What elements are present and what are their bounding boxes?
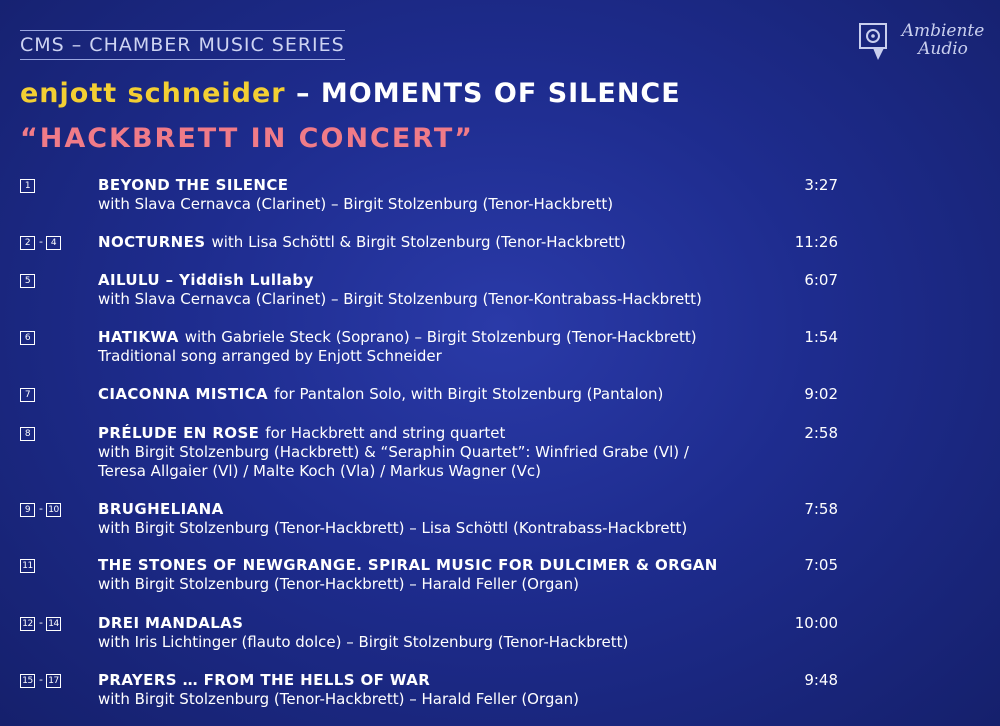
track-duration: 10:00: [794, 614, 838, 632]
logo-text: [892, 22, 994, 58]
track-number-box: 6: [20, 331, 35, 345]
track-title-line: [98, 233, 778, 252]
track-credit-line: with Birgit Stolzenburg (Tenor-Hackbrett) – Lisa Schöttl (Kontrabass-Hackbrett): [98, 519, 688, 537]
track-duration: 1:54: [804, 328, 838, 346]
track-title-line: [98, 176, 778, 195]
track-duration: 9:48: [804, 671, 838, 689]
logo-line-2: Audio: [918, 39, 968, 59]
track-performers: with Gabriele Steck (Soprano) – Birgit Stolzenburg (Tenor-Hackbrett): [184, 328, 697, 346]
track-details: [98, 271, 778, 309]
track-title: BRUGHELIANA: [98, 500, 224, 518]
title-dash: –: [296, 78, 311, 109]
track-credit-line: with Birgit Stolzenburg (Tenor-Hackbrett) – Harald Feller (Organ): [98, 690, 579, 708]
track-credit-line: Teresa Allgaier (Vl) / Malte Koch (Vla) / Markus Wagner (Vc): [98, 462, 542, 480]
track-title: NOCTURNES: [98, 233, 206, 251]
track-number: [20, 235, 62, 250]
track-duration: 7:05: [804, 556, 838, 574]
track-title-line: [98, 556, 778, 575]
track-number-box: 5: [20, 274, 35, 288]
track-number: [20, 426, 36, 441]
logo-line-1: Ambiente: [901, 21, 985, 41]
track-title: THE STONES OF NEWGRANGE. SPIRAL MUSIC FOR DULCIMER & ORGAN: [98, 556, 718, 574]
track-credit-line: with Slava Cernavca (Clarinet) – Birgit Stolzenburg (Tenor-Hackbrett): [98, 195, 614, 213]
track-performers: with Lisa Schöttl & Birgit Stolzenburg (Tenor-Hackbrett): [211, 233, 626, 251]
track-number: [20, 616, 62, 631]
track-number-box: 10: [46, 503, 61, 517]
track-title-line: [98, 424, 778, 443]
track-details: [98, 556, 778, 594]
track-number: [20, 387, 36, 402]
track-details: [98, 233, 778, 252]
track-range-separator: -: [39, 235, 43, 248]
track-title-line: [98, 271, 778, 290]
ambiente-audio-logo: [858, 20, 998, 66]
track-title-line: [98, 500, 778, 519]
album-title: [20, 78, 681, 109]
track-title-line: [98, 614, 778, 633]
track-duration: 11:26: [794, 233, 838, 251]
track-title: HATIKWA: [98, 328, 179, 346]
track-details: [98, 614, 778, 652]
track-title: BEYOND THE SILENCE: [98, 176, 289, 194]
track-details: [98, 424, 778, 481]
composer-name: enjott schneider: [20, 78, 286, 109]
track-title: CIACONNA MISTICA: [98, 385, 269, 403]
track-number-box: 8: [20, 427, 35, 441]
track-number: [20, 330, 36, 345]
track-performers: for Pantalon Solo, with Birgit Stolzenburg (Pantalon): [274, 385, 664, 403]
track-title: PRÉLUDE EN ROSE: [98, 424, 260, 442]
track-title: AILULU – Yiddish Lullaby: [98, 271, 314, 289]
track-credit-line: with Birgit Stolzenburg (Hackbrett) & “Seraphin Quartet”: Winfried Grabe (Vl) /: [98, 443, 689, 461]
track-number-box: 15: [20, 674, 35, 688]
track-duration: 7:58: [804, 500, 838, 518]
track-credit-line: Traditional song arranged by Enjott Schneider: [98, 347, 442, 365]
track-duration: 6:07: [804, 271, 838, 289]
track-details: [98, 671, 778, 709]
track-duration: 2:58: [804, 424, 838, 442]
track-title-line: [98, 385, 778, 404]
track-number-box: 14: [46, 617, 61, 631]
track-title-line: [98, 328, 778, 347]
track-number: [20, 273, 36, 288]
track-credit-line: with Iris Lichtinger (flauto dolce) – Birgit Stolzenburg (Tenor-Hackbrett): [98, 633, 629, 651]
track-number-box: 7: [20, 388, 35, 402]
track-details: [98, 176, 778, 214]
track-duration: 3:27: [804, 176, 838, 194]
track-credit-line: with Birgit Stolzenburg (Tenor-Hackbrett) – Harald Feller (Organ): [98, 575, 579, 593]
ambiente-audio-logo-icon: [858, 22, 890, 62]
track-number-box: 9: [20, 503, 35, 517]
series-label: CMS – CHAMBER MUSIC SERIES: [20, 30, 345, 60]
track-performers: for Hackbrett and string quartet: [265, 424, 506, 442]
track-number-box: 4: [46, 236, 61, 250]
track-range-separator: -: [39, 616, 43, 629]
track-number: [20, 673, 62, 688]
track-number: [20, 558, 36, 573]
track-range-separator: -: [39, 673, 43, 686]
track-title: DREI MANDALAS: [98, 614, 244, 632]
track-title-line: [98, 671, 778, 690]
work-title: MOMENTS OF SILENCE: [320, 78, 681, 109]
track-number: [20, 178, 36, 193]
track-number-box: 1: [20, 179, 35, 193]
album-subtitle: “HACKBRETT IN CONCERT”: [20, 123, 475, 154]
track-title: PRAYERS … FROM THE HELLS OF WAR: [98, 671, 431, 689]
track-number-box: 2: [20, 236, 35, 250]
track-number: [20, 502, 62, 517]
track-number-box: 11: [20, 559, 35, 573]
track-number-box: 17: [46, 674, 61, 688]
track-duration: 9:02: [804, 385, 838, 403]
track-credit-line: with Slava Cernavca (Clarinet) – Birgit Stolzenburg (Tenor-Kontrabass-Hackbrett): [98, 290, 702, 308]
track-details: [98, 328, 778, 366]
track-range-separator: -: [39, 502, 43, 515]
track-details: [98, 500, 778, 538]
track-details: [98, 385, 778, 404]
track-number-box: 12: [20, 617, 35, 631]
